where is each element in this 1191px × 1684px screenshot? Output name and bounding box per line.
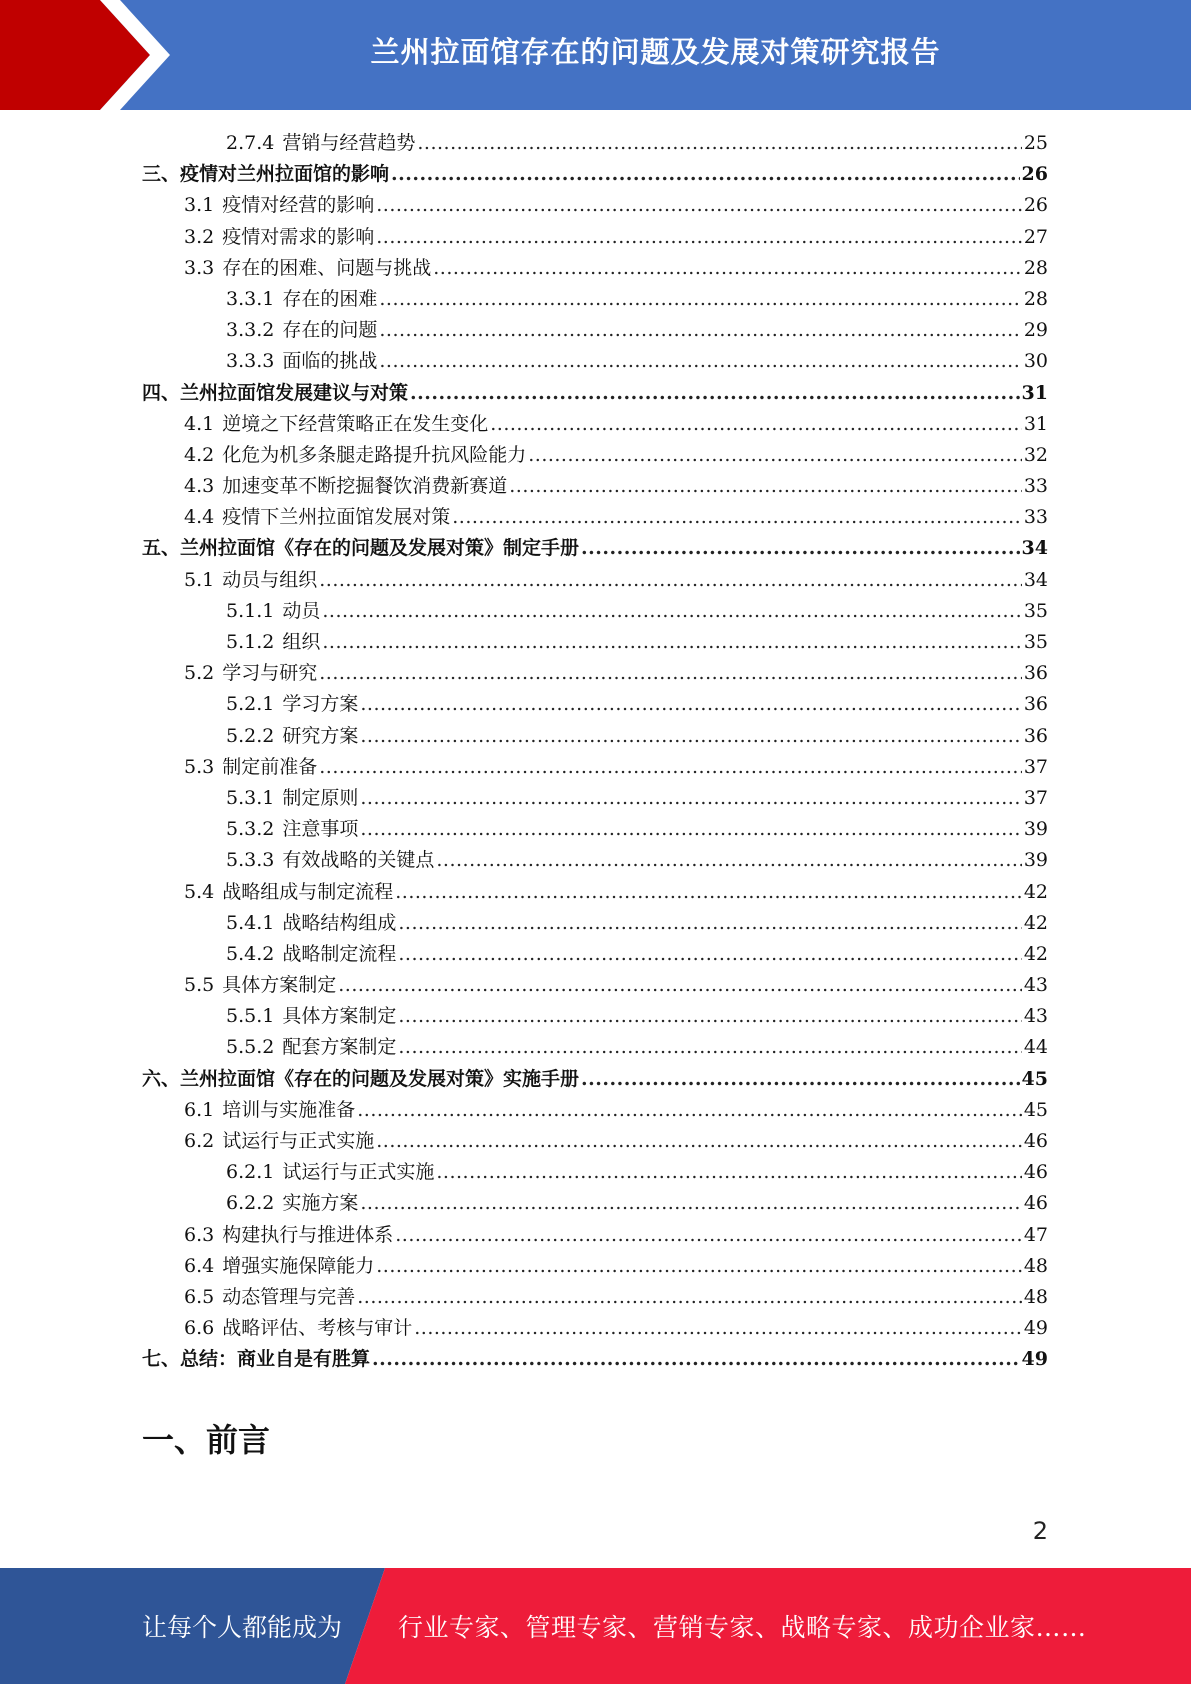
toc-entry-label bbox=[226, 721, 358, 752]
toc-entry-title: 注意事项 bbox=[282, 818, 359, 841]
toc-entry-title: 存在的问题 bbox=[282, 319, 378, 342]
toc-entry-title: 六、兰州拉面馆《存在的问题及发展对策》实施手册 bbox=[142, 1067, 580, 1090]
toc-entry-page: 29 bbox=[1023, 319, 1048, 342]
footer-slogan-right: 行业专家、管理专家、营销专家、战略专家、成功企业家…… bbox=[398, 1613, 1087, 1642]
toc-dot-leader bbox=[360, 1188, 1021, 1219]
toc-entry-number: 6.1 bbox=[184, 1098, 215, 1121]
toc-entry-page: 45 bbox=[1021, 1067, 1048, 1090]
toc-entry-title: 疫情对需求的影响 bbox=[222, 225, 375, 248]
toc-entry-label bbox=[226, 783, 358, 814]
toc-entry-label bbox=[184, 1095, 355, 1126]
toc-entry[interactable] bbox=[142, 1064, 1048, 1095]
toc-entry[interactable] bbox=[142, 721, 1048, 752]
toc-dot-leader bbox=[379, 315, 1021, 346]
toc-dot-leader bbox=[357, 1282, 1022, 1313]
toc-entry-title: 研究方案 bbox=[282, 724, 359, 747]
toc-dot-leader bbox=[398, 1001, 1021, 1032]
toc-entry[interactable] bbox=[142, 471, 1048, 502]
toc-entry[interactable] bbox=[142, 565, 1048, 596]
toc-dot-leader bbox=[436, 845, 1021, 876]
toc-entry[interactable] bbox=[142, 627, 1048, 658]
toc-entry-label bbox=[142, 533, 579, 564]
toc-entry-page: 35 bbox=[1023, 631, 1048, 653]
toc-entry-number: 4.1 bbox=[184, 412, 215, 435]
page-number: 2 bbox=[1032, 1517, 1048, 1545]
toc-entry-title: 战略结构组成 bbox=[282, 911, 397, 934]
toc-entry[interactable] bbox=[142, 222, 1048, 253]
toc-entry-number: 6.6 bbox=[184, 1317, 215, 1340]
toc-entry-title: 化危为机多条腿走路提升抗风险能力 bbox=[222, 443, 527, 466]
toc-entry-page: 49 bbox=[1023, 1317, 1048, 1340]
toc-entry-number: 5.3.2 bbox=[226, 818, 275, 841]
toc-dot-leader bbox=[319, 565, 1022, 596]
toc-entry[interactable] bbox=[142, 908, 1048, 939]
toc-entry-number: 5.1 bbox=[184, 568, 215, 591]
toc-entry-page: 49 bbox=[1021, 1348, 1048, 1371]
toc-entry-number: 6.5 bbox=[184, 1285, 215, 1308]
toc-dot-leader bbox=[360, 814, 1021, 845]
toc-entry[interactable] bbox=[142, 1220, 1048, 1251]
toc-entry-page: 36 bbox=[1023, 724, 1048, 747]
toc-entry-page: 42 bbox=[1023, 880, 1048, 903]
toc-entry-number: 5.2 bbox=[184, 662, 215, 685]
toc-dot-leader bbox=[398, 1032, 1021, 1063]
toc-entry-title: 三、疫情对兰州拉面馆的影响 bbox=[142, 163, 390, 186]
toc-entry[interactable] bbox=[142, 378, 1048, 409]
toc-entry-page: 30 bbox=[1023, 350, 1048, 373]
toc-entry-page: 42 bbox=[1023, 942, 1048, 965]
toc-entry-label bbox=[226, 1032, 396, 1063]
toc-dot-leader bbox=[417, 128, 1021, 159]
toc-entry-number: 5.1.1 bbox=[226, 599, 275, 622]
toc-entry-title: 构建执行与推进体系 bbox=[222, 1223, 394, 1246]
toc-entry[interactable] bbox=[142, 128, 1048, 159]
toc-entry-number: 5.3 bbox=[184, 755, 215, 778]
section-heading: 一、前言 bbox=[142, 1421, 271, 1459]
toc-entry-number: 4.3 bbox=[184, 475, 215, 498]
toc-entry-number: 5.5 bbox=[184, 974, 215, 997]
toc-dot-leader bbox=[581, 1064, 1020, 1095]
toc-entry-title: 试运行与正式实施 bbox=[282, 1161, 435, 1184]
toc-entry-page: 25 bbox=[1023, 132, 1048, 154]
toc-entry-page: 37 bbox=[1023, 786, 1048, 809]
toc-entry-label bbox=[184, 1220, 393, 1251]
toc-entry[interactable] bbox=[142, 845, 1048, 876]
toc-entry-number: 3.3.2 bbox=[226, 319, 275, 342]
toc-entry-number: 5.2.1 bbox=[226, 693, 275, 716]
toc-dot-leader bbox=[398, 908, 1021, 939]
toc-entry-label bbox=[226, 315, 377, 346]
toc-entry-label bbox=[142, 378, 408, 409]
toc-entry-page: 46 bbox=[1023, 1192, 1048, 1215]
footer-slogan-left: 让每个人都能成为 bbox=[142, 1613, 343, 1642]
toc-entry-number: 6.2 bbox=[184, 1130, 215, 1152]
toc-dot-leader bbox=[360, 689, 1021, 720]
toc-entry-page: 39 bbox=[1023, 818, 1048, 841]
toc-entry[interactable] bbox=[142, 159, 1048, 190]
toc-dot-leader bbox=[338, 970, 1022, 1001]
toc-entry-label bbox=[184, 1126, 374, 1157]
toc-entry-title: 七、总结：商业自是有胜算 bbox=[142, 1348, 371, 1371]
toc-entry-title: 疫情对经营的影响 bbox=[222, 194, 375, 217]
toc-entry-label bbox=[226, 689, 358, 720]
toc-dot-leader bbox=[360, 721, 1021, 752]
toc-entry-page: 44 bbox=[1023, 1036, 1048, 1059]
toc-dot-leader bbox=[452, 502, 1022, 533]
toc-entry-number: 3.3 bbox=[184, 256, 215, 279]
toc-entry-number: 6.3 bbox=[184, 1223, 215, 1246]
toc-entry[interactable] bbox=[142, 783, 1048, 814]
toc-entry-title: 具体方案制定 bbox=[282, 1005, 397, 1028]
toc-dot-leader bbox=[360, 783, 1021, 814]
toc-entry-label bbox=[184, 752, 317, 783]
toc-entry-label bbox=[184, 970, 336, 1001]
toc-entry-page: 26 bbox=[1021, 163, 1048, 186]
toc-entry-label bbox=[226, 346, 377, 377]
toc-entry[interactable] bbox=[142, 752, 1048, 783]
toc-entry-page: 32 bbox=[1023, 443, 1048, 466]
toc-entry[interactable] bbox=[142, 284, 1048, 315]
toc-entry[interactable] bbox=[142, 1126, 1048, 1157]
toc-dot-leader bbox=[414, 1313, 1022, 1344]
toc-entry-page: 48 bbox=[1023, 1285, 1048, 1308]
toc-entry-page: 36 bbox=[1023, 662, 1048, 685]
toc-entry-label bbox=[226, 814, 358, 845]
toc-entry[interactable] bbox=[142, 1344, 1048, 1375]
toc-entry-number: 4.2 bbox=[184, 443, 215, 466]
toc-entry-label bbox=[184, 471, 507, 502]
toc-entry[interactable] bbox=[142, 409, 1048, 440]
toc-entry-label bbox=[184, 190, 374, 221]
toc-entry-title: 战略组成与制定流程 bbox=[222, 880, 394, 903]
toc-dot-leader bbox=[376, 1251, 1022, 1282]
toc-entry[interactable] bbox=[142, 877, 1048, 908]
toc-dot-leader bbox=[528, 440, 1022, 471]
toc-dot-leader bbox=[376, 222, 1022, 253]
toc-entry-title: 制定前准备 bbox=[222, 755, 318, 778]
toc-entry-title: 战略评估、考核与审计 bbox=[222, 1317, 413, 1340]
toc-entry-number: 6.4 bbox=[184, 1254, 215, 1277]
toc-entry-label bbox=[184, 1251, 374, 1282]
toc-entry-number: 4.4 bbox=[184, 506, 215, 529]
toc-entry-page: 37 bbox=[1023, 755, 1048, 778]
toc-entry-page: 34 bbox=[1023, 568, 1048, 591]
toc-entry-page: 42 bbox=[1023, 911, 1048, 934]
toc-entry-number: 6.2.1 bbox=[226, 1161, 275, 1184]
toc-entry-title: 实施方案 bbox=[282, 1192, 359, 1215]
toc-entry[interactable] bbox=[142, 346, 1048, 377]
toc-entry[interactable] bbox=[142, 1157, 1048, 1188]
toc-entry-number: 5.4.1 bbox=[226, 911, 275, 934]
toc-entry-label bbox=[226, 627, 320, 658]
toc-entry-title: 存在的困难 bbox=[282, 287, 378, 310]
toc-entry-title: 动员 bbox=[282, 599, 321, 622]
toc-entry-number: 3.3.3 bbox=[226, 350, 275, 373]
toc-entry-title: 加速变革不断挖掘餐饮消费新赛道 bbox=[222, 475, 508, 498]
header-banner bbox=[0, 0, 1191, 110]
toc-dot-leader bbox=[357, 1095, 1022, 1126]
toc-entry-label bbox=[184, 409, 488, 440]
toc-entry-title: 逆境之下经营策略正在发生变化 bbox=[222, 412, 489, 435]
toc-entry-title: 组织 bbox=[282, 631, 321, 653]
toc-entry-label bbox=[184, 1313, 412, 1344]
toc-entry[interactable] bbox=[142, 502, 1048, 533]
toc-entry-label bbox=[226, 1001, 396, 1032]
toc-entry-page: 43 bbox=[1023, 974, 1048, 997]
toc-entry-number: 3.2 bbox=[184, 225, 215, 248]
toc-entry-number: 5.3.3 bbox=[226, 849, 275, 872]
toc-dot-leader bbox=[490, 409, 1022, 440]
toc-entry[interactable] bbox=[142, 440, 1048, 471]
toc-entry-title: 有效战略的关键点 bbox=[282, 849, 435, 872]
toc-entry-title: 学习方案 bbox=[282, 693, 359, 716]
toc-dot-leader bbox=[581, 533, 1020, 564]
toc-entry-number: 5.4.2 bbox=[226, 942, 275, 965]
toc-entry[interactable] bbox=[142, 1032, 1048, 1063]
toc-entry-title: 四、兰州拉面馆发展建议与对策 bbox=[142, 381, 409, 404]
toc-entry-page: 28 bbox=[1023, 256, 1048, 279]
toc-entry-title: 制定原则 bbox=[282, 786, 359, 809]
toc-dot-leader bbox=[322, 627, 1021, 658]
toc-entry-page: 35 bbox=[1023, 599, 1048, 622]
toc-entry[interactable] bbox=[142, 315, 1048, 346]
toc-entry-label bbox=[226, 1188, 358, 1219]
toc-entry[interactable] bbox=[142, 1313, 1048, 1344]
toc-entry-page: 47 bbox=[1023, 1223, 1048, 1246]
toc-entry-page: 33 bbox=[1023, 475, 1048, 498]
toc-dot-leader bbox=[395, 877, 1022, 908]
table-of-contents bbox=[142, 128, 1048, 1376]
toc-entry-title: 战略制定流程 bbox=[282, 942, 397, 965]
toc-dot-leader bbox=[509, 471, 1022, 502]
toc-entry-title: 试运行与正式实施 bbox=[222, 1130, 375, 1152]
toc-entry-label bbox=[226, 284, 377, 315]
toc-dot-leader bbox=[376, 190, 1022, 221]
toc-entry-title: 培训与实施准备 bbox=[222, 1098, 356, 1121]
toc-entry-page: 43 bbox=[1023, 1005, 1048, 1028]
toc-entry-title: 存在的困难、问题与挑战 bbox=[222, 256, 432, 279]
toc-entry-page: 34 bbox=[1021, 537, 1048, 560]
toc-entry-title: 面临的挑战 bbox=[282, 350, 378, 373]
document-title: 兰州拉面馆存在的问题及发展对策研究报告 bbox=[370, 34, 941, 69]
toc-entry-title: 增强实施保障能力 bbox=[222, 1254, 375, 1277]
toc-entry-label bbox=[226, 128, 415, 159]
toc-dot-leader bbox=[395, 1220, 1022, 1251]
toc-entry-label bbox=[226, 596, 320, 627]
toc-entry-page: 48 bbox=[1023, 1254, 1048, 1277]
toc-entry-page: 31 bbox=[1023, 412, 1048, 435]
toc-dot-leader bbox=[436, 1157, 1021, 1188]
toc-entry-label bbox=[184, 658, 317, 689]
toc-entry-page: 39 bbox=[1023, 849, 1048, 872]
toc-entry-label bbox=[142, 1064, 579, 1095]
toc-dot-leader bbox=[372, 1344, 1020, 1375]
toc-entry-page: 28 bbox=[1023, 287, 1048, 310]
toc-entry-page: 31 bbox=[1021, 381, 1048, 404]
toc-entry-number: 6.2.2 bbox=[226, 1192, 275, 1215]
toc-dot-leader bbox=[376, 1126, 1022, 1157]
toc-entry-label bbox=[184, 222, 374, 253]
toc-dot-leader bbox=[379, 346, 1021, 377]
toc-entry-label bbox=[226, 939, 396, 970]
toc-entry[interactable] bbox=[142, 939, 1048, 970]
toc-entry-number: 5.3.1 bbox=[226, 786, 275, 809]
toc-entry-page: 27 bbox=[1023, 225, 1048, 248]
toc-entry[interactable] bbox=[142, 1251, 1048, 1282]
toc-entry-number: 5.5.2 bbox=[226, 1036, 275, 1059]
toc-entry[interactable] bbox=[142, 1095, 1048, 1126]
toc-entry-title: 具体方案制定 bbox=[222, 974, 337, 997]
toc-dot-leader bbox=[391, 159, 1020, 190]
toc-entry-label bbox=[184, 502, 450, 533]
toc-entry[interactable] bbox=[142, 1188, 1048, 1219]
toc-entry-title: 五、兰州拉面馆《存在的问题及发展对策》制定手册 bbox=[142, 537, 580, 560]
toc-entry[interactable] bbox=[142, 596, 1048, 627]
toc-entry-number: 3.1 bbox=[184, 194, 215, 217]
toc-entry[interactable] bbox=[142, 533, 1048, 564]
footer-banner bbox=[0, 1568, 1191, 1684]
toc-entry-page: 33 bbox=[1023, 506, 1048, 529]
toc-entry[interactable] bbox=[142, 253, 1048, 284]
toc-entry-title: 动态管理与完善 bbox=[222, 1285, 356, 1308]
toc-entry-label bbox=[184, 877, 393, 908]
toc-entry[interactable] bbox=[142, 658, 1048, 689]
toc-entry-title: 动员与组织 bbox=[222, 568, 318, 591]
toc-entry-title: 疫情下兰州拉面馆发展对策 bbox=[222, 506, 451, 529]
toc-entry-number: 5.1.2 bbox=[226, 631, 275, 653]
toc-entry-label bbox=[184, 1282, 355, 1313]
toc-entry[interactable] bbox=[142, 689, 1048, 720]
toc-dot-leader bbox=[398, 939, 1021, 970]
toc-entry-page: 45 bbox=[1023, 1098, 1048, 1121]
toc-dot-leader bbox=[322, 596, 1021, 627]
toc-entry-label bbox=[226, 845, 434, 876]
toc-entry[interactable] bbox=[142, 190, 1048, 221]
toc-entry-label bbox=[184, 253, 431, 284]
toc-entry-label bbox=[184, 440, 526, 471]
toc-entry-page: 36 bbox=[1023, 693, 1048, 716]
toc-entry-number: 3.3.1 bbox=[226, 287, 275, 310]
toc-dot-leader bbox=[410, 378, 1020, 409]
toc-entry-page: 46 bbox=[1023, 1130, 1048, 1152]
toc-entry-label bbox=[226, 1157, 434, 1188]
toc-entry[interactable] bbox=[142, 970, 1048, 1001]
toc-entry[interactable] bbox=[142, 814, 1048, 845]
toc-entry-label bbox=[184, 565, 317, 596]
toc-entry-label bbox=[142, 159, 389, 190]
toc-entry-number: 5.4 bbox=[184, 880, 215, 903]
toc-dot-leader bbox=[379, 284, 1021, 315]
toc-entry-title: 配套方案制定 bbox=[282, 1036, 397, 1059]
toc-entry-number: 5.5.1 bbox=[226, 1005, 275, 1028]
toc-entry-title: 学习与研究 bbox=[222, 662, 318, 685]
toc-entry-label bbox=[226, 908, 396, 939]
toc-dot-leader bbox=[319, 752, 1022, 783]
toc-entry-page: 46 bbox=[1023, 1161, 1048, 1184]
toc-entry[interactable] bbox=[142, 1001, 1048, 1032]
toc-entry-number: 2.7.4 bbox=[226, 132, 275, 154]
toc-entry-title: 营销与经营趋势 bbox=[282, 132, 416, 154]
toc-entry-label bbox=[142, 1344, 370, 1375]
toc-entry-page: 26 bbox=[1023, 194, 1048, 217]
toc-entry-number: 5.2.2 bbox=[226, 724, 275, 747]
toc-dot-leader bbox=[433, 253, 1022, 284]
toc-entry[interactable] bbox=[142, 1282, 1048, 1313]
toc-dot-leader bbox=[319, 658, 1022, 689]
